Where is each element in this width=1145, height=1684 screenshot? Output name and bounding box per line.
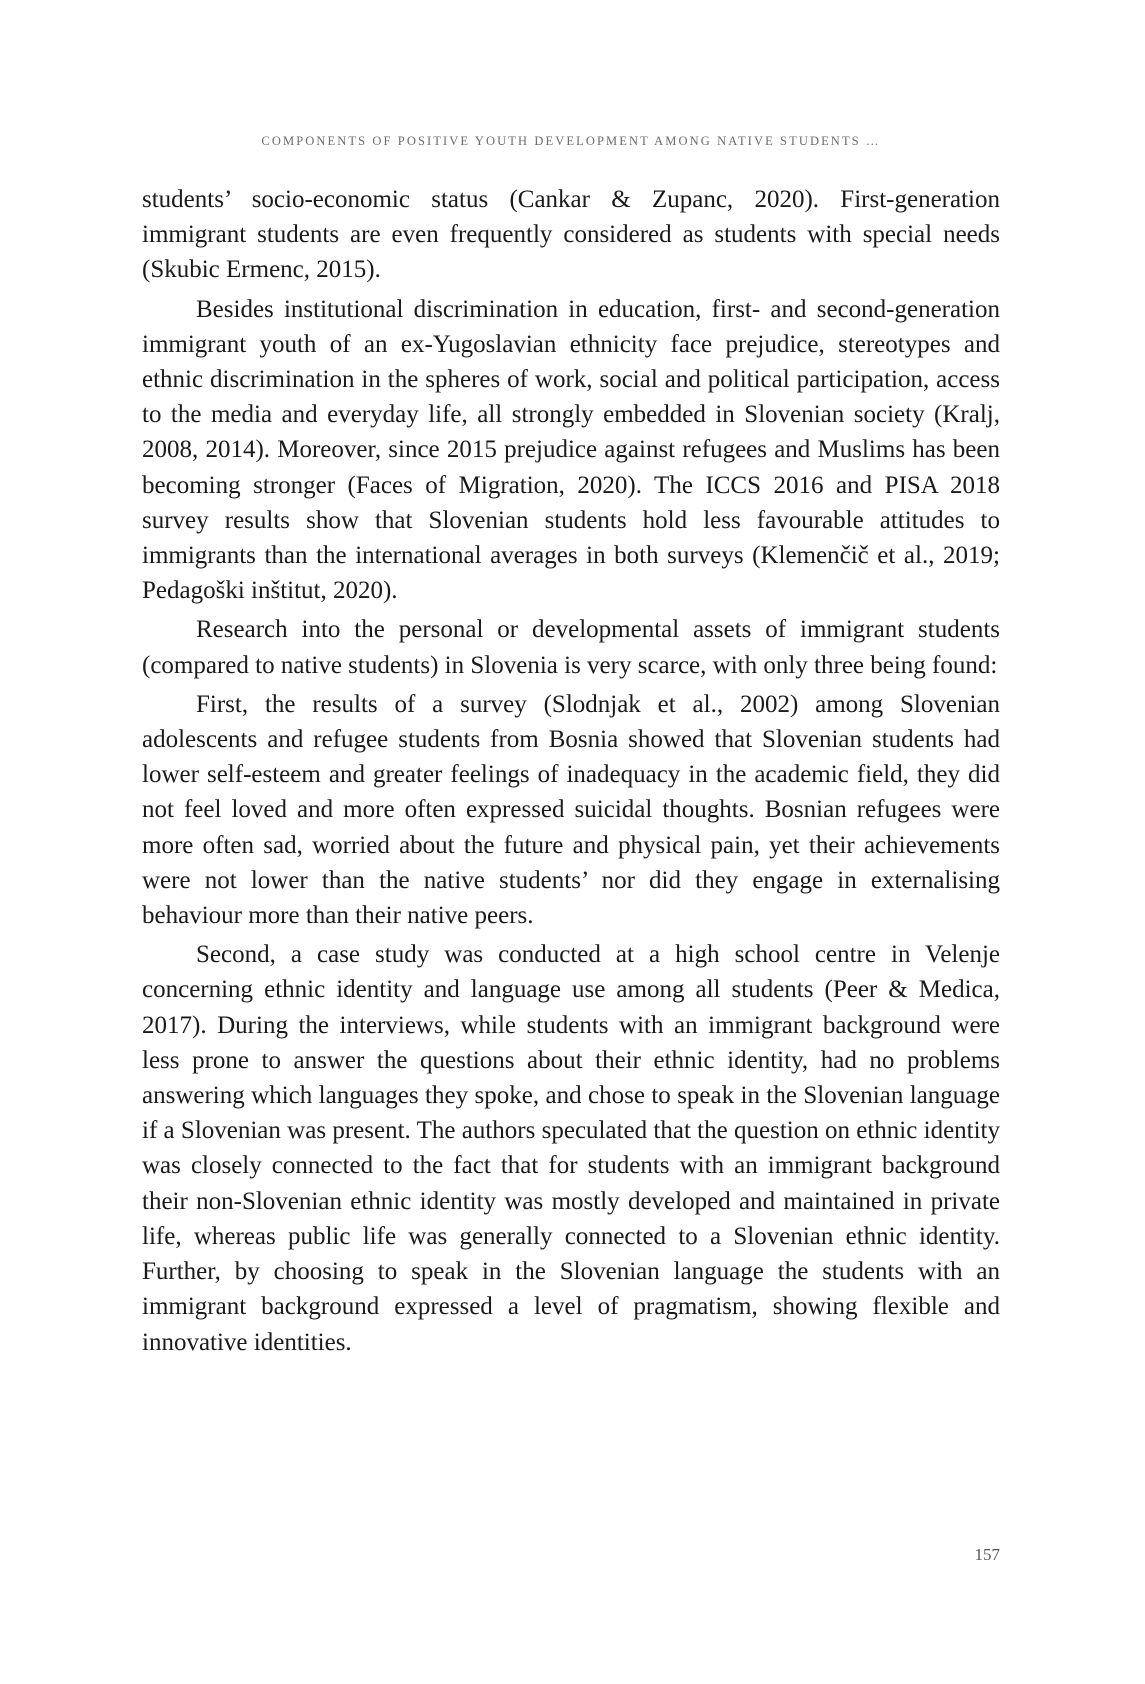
paragraph-first-study: First, the results of a survey (Slodnjak et al., 2002) among Slovenian adolescents and refugee students from Bosnia showed that Slovenian students had lower self-esteem and greater feelings of inadequacy in the academic field, they did not feel loved and more often expressed suicidal thoughts. Bosnian refugees were more often sad, worried about the future and physical pain, yet their achievements were not lower than the native students’ nor did they engage in externalising behaviour more than their native peers. xyxy=(142,690,1000,930)
paragraph-second-study: Second, a case study was conducted at a high school centre in Velenje concerning ethnic identity and language use among all students (Peer & Medica, 2017). During the interviews, while students with an immigrant background were less prone to answer the questions about their ethnic identity, had no problems answering which languages they spoke, and chose to speak in the Slovenian language if a Slovenian was present. The authors speculated that the question on ethnic identity was closely connected to the fact that for students with an immigrant background their non-Slovenian ethnic identity was mostly developed and maintained in private life, whereas public life was generally connected to a Slovenian ethnic identity. Further, by choosing to speak in the Slovenian language the students with an immigrant background expressed a level of pragmatism, showing flexible and innovative identities. xyxy=(142,941,1000,1356)
running-head: COMPONENTS OF POSITIVE YOUTH DEVELOPMENT AMONG NATIVE STUDENTS … xyxy=(261,134,881,148)
paragraph-continuation: students’ socio-economic status (Cankar & Zupanc, 2020). First-generation immigrant students are even frequently considered as students with special needs (Skubic Ermenc, 2015). xyxy=(142,186,1000,284)
body-text xyxy=(142,182,1000,1360)
paragraph-research-scarcity: Research into the personal or developmental assets of immigrant students (compared to native students) in Slovenia is very scarce, with only three being found: xyxy=(142,616,1000,679)
page-number: 157 xyxy=(974,1545,1000,1564)
paragraph-discrimination: Besides institutional discrimination in education, first- and second-generation immigrant youth of an ex-Yugoslavian ethnicity face prejudice, stereotypes and ethnic discrimination in the spheres of work, social and political participation, access to the media and everyday life, all strongly embedded in Slovenian society (Kralj, 2008, 2014). Moreover, since 2015 prejudice against refugees and Muslims has been becoming stronger (Faces of Migration, 2020). The ICCS 2016 and PISA 2018 survey results show that Slovenian students hold less favourable attitudes to immigrants than the international averages in both surveys (Klemenčič et al., 2019; Pedagoški inštitut, 2020). xyxy=(142,295,1000,605)
